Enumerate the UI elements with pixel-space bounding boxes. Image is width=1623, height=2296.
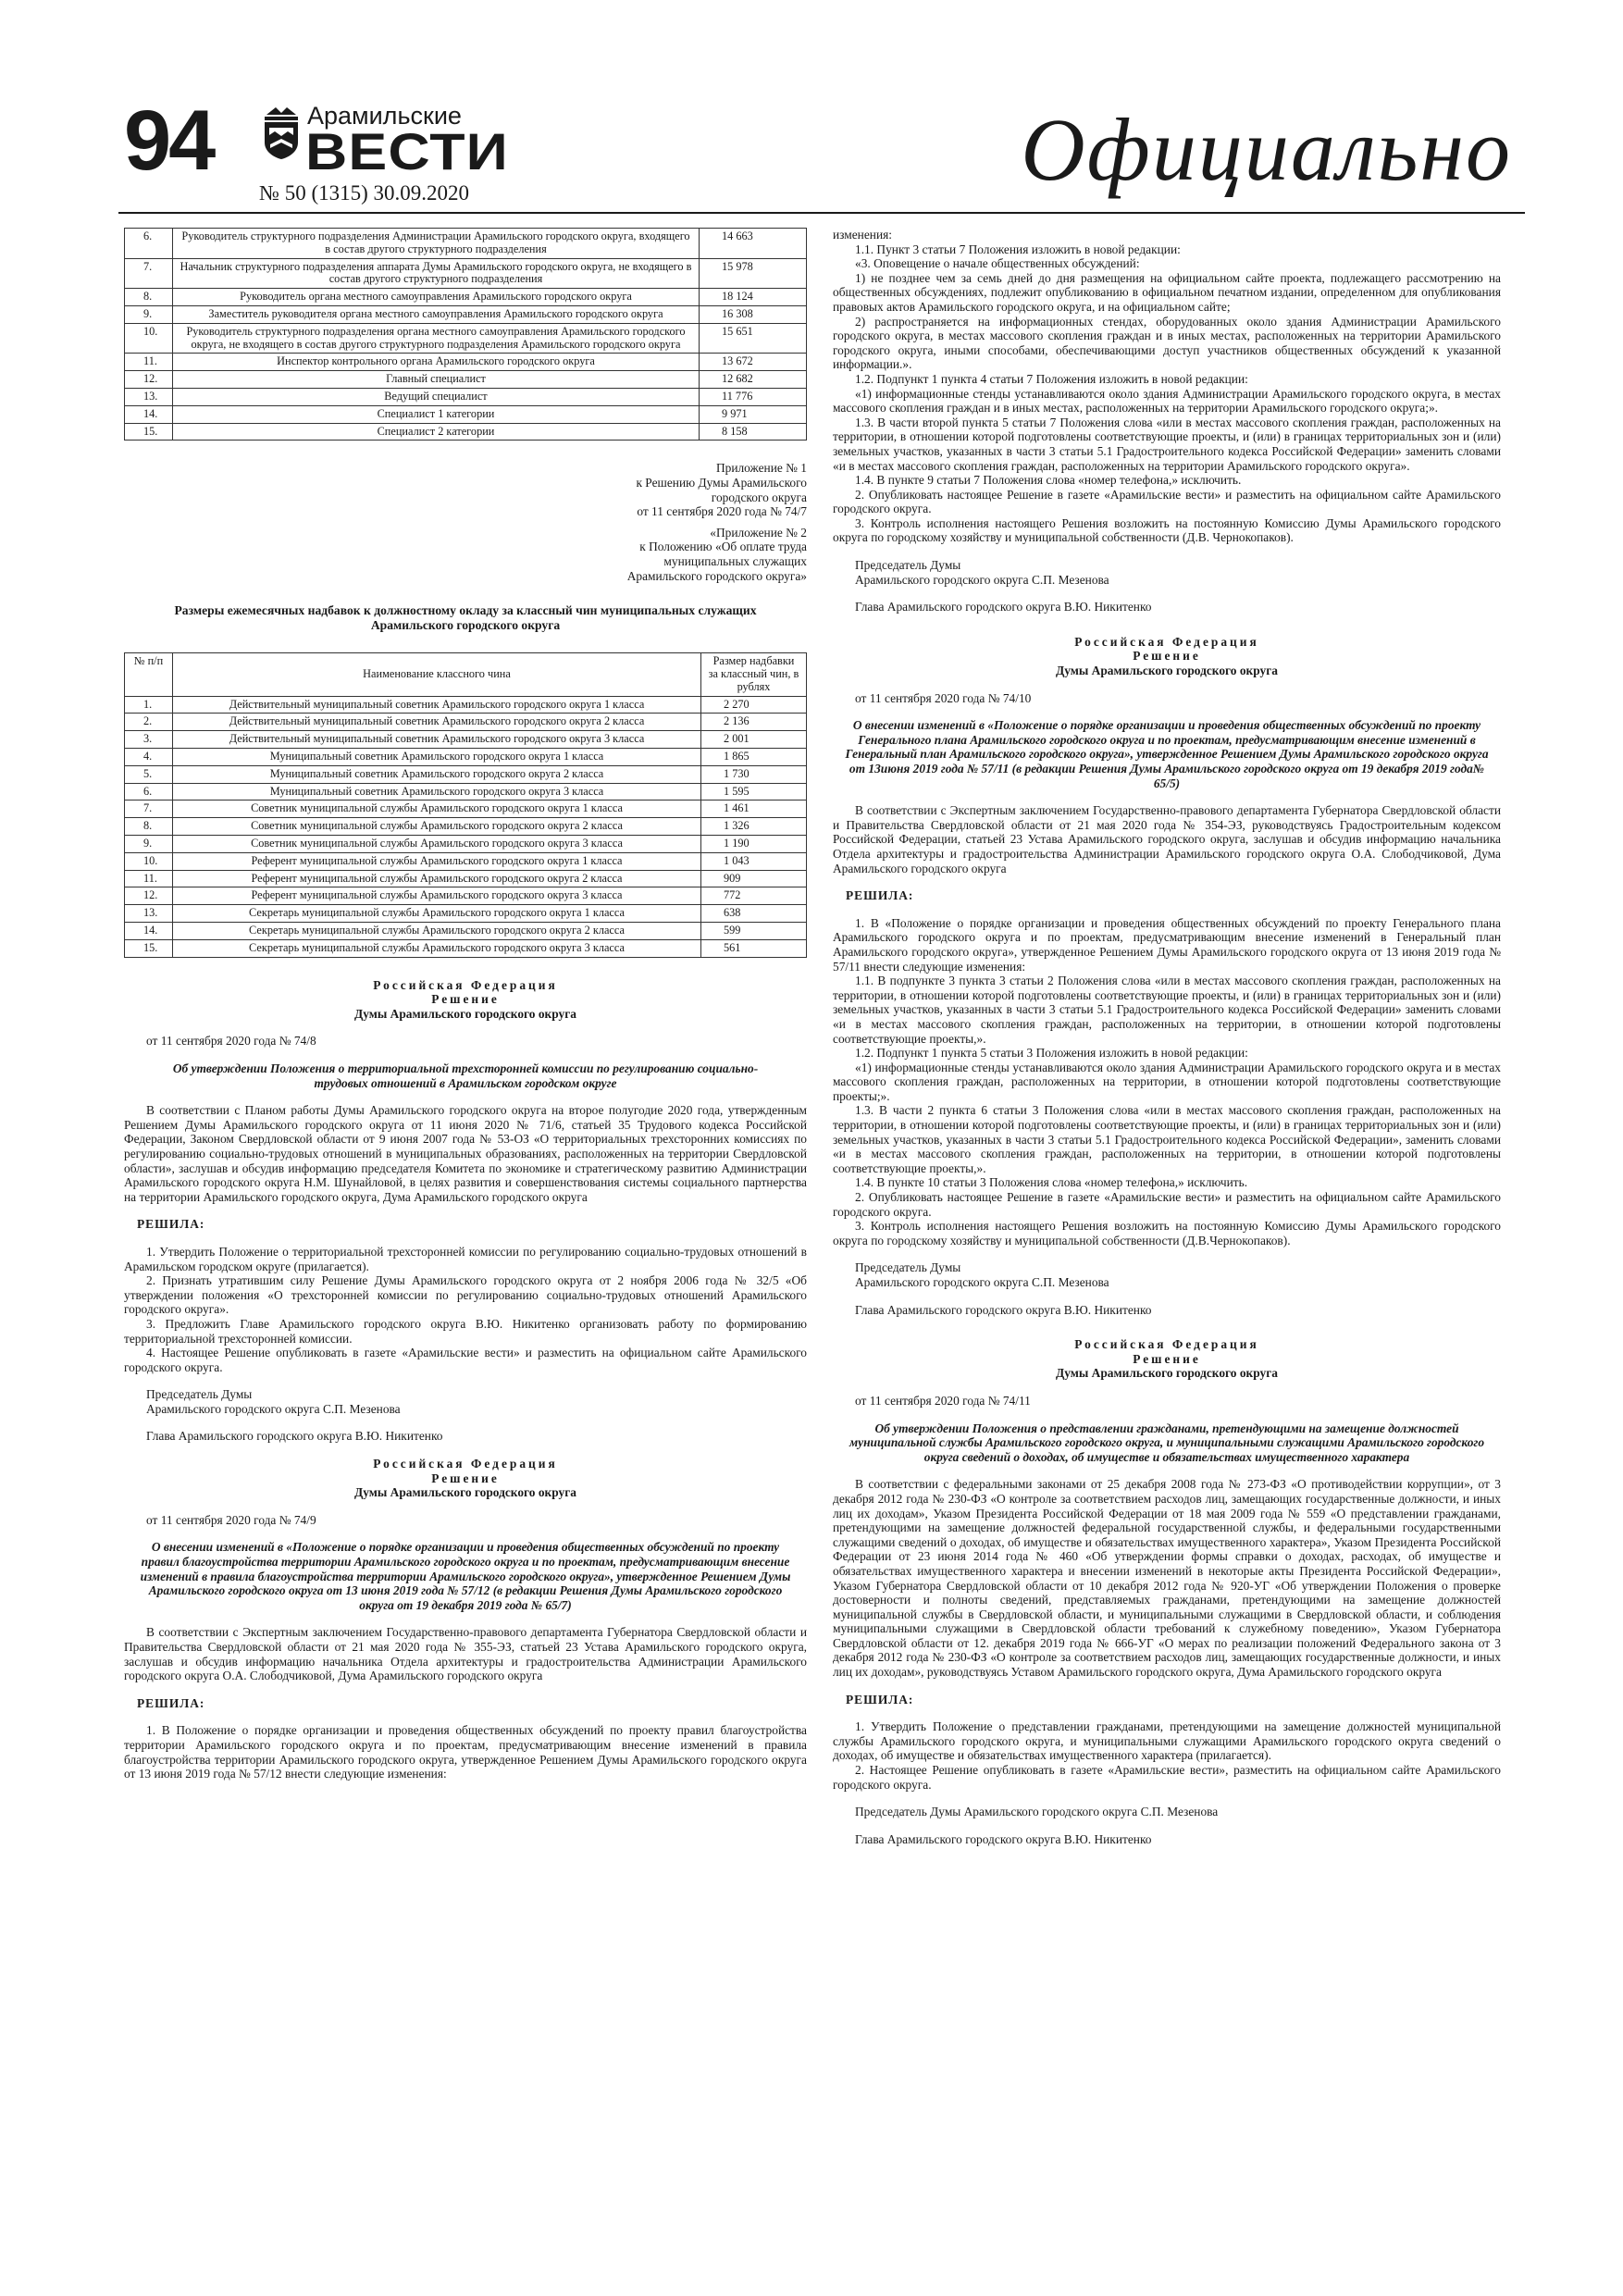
header-rf: Российская Федерация [373, 1457, 558, 1471]
row-name: Советник муниципальной службы Арамильского городского округа 1 класса [173, 800, 701, 818]
row-number: 10. [125, 852, 173, 870]
row-value: 599 [701, 923, 807, 940]
row-number: 6. [125, 783, 173, 800]
table-title: Размеры ежемесячных надбавок к должностному окладу за классный чин муниципальных служащих Арамильского городского округа [174, 603, 757, 632]
table-row [125, 423, 807, 441]
table-header-row [125, 653, 807, 696]
row-number: 13. [125, 388, 173, 405]
decision-paragraph: 2) распространяется на информационных стендах, оборудованных около здания Администрации Арамильского городского округа, в местах массового скопления граждан и в иных местах, расположенных на территории Арамильского городского округа, иными способами, обеспечивающими доступ участников общественных обсуждений к указанной информации.». [833, 314, 1501, 372]
header-duma: Думы Арамильского городского округа [1056, 664, 1278, 678]
row-name: Руководитель структурного подразделения Администрации Арамильского городского округа, входящего в состав другого структурного подразделения [173, 229, 700, 259]
row-value: 15 651 [700, 323, 807, 354]
table-row [125, 323, 807, 354]
header-name: Наименование классного чина [173, 653, 701, 696]
page-number: 94 [124, 93, 214, 188]
row-value: 16 308 [700, 305, 807, 323]
decision-paragraph: 1.3. В части второй пункта 5 статьи 7 Положения слова «или в местах массового скопления граждан, расположенных на территории, в отношении которой подготовлены соответствующие проекты, и (или) в границах территориальных зон и (или) земельных участков, указанных в части 3 статьи 5.1 Градостроительного кодекса Российской Федерации» заменить словами «и в местах массового скопления граждан, расположенных на территории Арамильского городского округа». [833, 415, 1501, 473]
table-row [125, 305, 807, 323]
coat-of-arms-icon [261, 105, 302, 159]
row-name: Советник муниципальной службы Арамильского городского округа 3 класса [173, 836, 701, 853]
header-num: № п/п [125, 653, 173, 696]
row-value: 1 730 [701, 765, 807, 783]
row-value: 1 326 [701, 818, 807, 836]
masthead [124, 93, 1512, 213]
decision-title: О внесении изменений в «Положение о порядке организации и проведения общественных обсуждений по проекту правил благоустройства территории Арамильского городского округа и по проектам, предусматривающим внесение изменений в правила благоустройства территории Арамильского городского округа», утвержденное Решением Думы Арамильского городского округа от 13 июня 2019 года № 57/12 (в редакции Решения Думы Арамильского городского округа от 19 декабря 2019 года № 65/7) [140, 1540, 791, 1612]
row-value: 11 776 [700, 388, 807, 405]
decision-paragraph: 4. Настоящее Решение опубликовать в газете «Арамильские вести» и разместить на официальном сайте Арамильского городского округа. [124, 1346, 807, 1374]
table-row [125, 731, 807, 749]
reshila-heading: РЕШИЛА: [846, 888, 914, 903]
row-value: 15 978 [700, 258, 807, 289]
appendix-line: к Положению «Об оплате труда [639, 540, 807, 554]
logo-title: ВЕСТИ [305, 122, 509, 180]
header-reshenie: Решение [1133, 1351, 1201, 1366]
decision-preamble: В соответствии с Планом работы Думы Арамильского городского округа на второе полугодие 2020 года, утвержденным Решением Думы Арамильского городского округа от 11 июня 2020 № 71/6, статьей 35 Трудового кодекса Российской Федерации, Законом Свердловской области от 9 июня 2007 года № 53-ОЗ «О территориальных трехсторонних комиссиях по регулированию социально-трудовых отношений в муниципальных образованиях, расположенных на территории Свердловской области», заслушав и обсудив информацию председателя Комитета по экономике и стратегическому развитию Администрации Арамильского городского округа Н.М. Шунайловой, в целях развития и совершенствования системы социального партнерства на территории Арамильского городского округа, Дума Арамильского городского округа [124, 1103, 807, 1204]
appendix-line: от 11 сентября 2020 года № 74/7 [637, 504, 807, 519]
signature-head: Глава Арамильского городского округа В.Ю. Никитенко [855, 600, 1152, 614]
row-name: Муниципальный советник Арамильского городского округа 3 класса [173, 783, 701, 800]
appendix-line: «Приложение № 2 [710, 525, 807, 540]
row-value: 1 865 [701, 749, 807, 766]
row-name: Референт муниципальной службы Арамильского городского округа 2 класса [173, 870, 701, 887]
row-name: Заместитель руководителя органа местного самоуправления Арамильского городского округа [173, 305, 700, 323]
decision-paragraph: 1.1. Пункт 3 статьи 7 Положения изложить в новой редакции: [855, 242, 1181, 256]
row-name: Референт муниципальной службы Арамильского городского округа 1 класса [173, 852, 701, 870]
row-number: 13. [125, 905, 173, 923]
decision-title: Об утверждении Положения о территориальной трехсторонней комиссии по регулированию социально-трудовых отношений в Арамильском городском округе [172, 1061, 759, 1090]
row-number: 15. [125, 423, 173, 441]
signature-chair: Председатель Думы [855, 1260, 961, 1275]
decision-preamble: В соответствии с Экспертным заключением Государственно-правового департамента Губернатора Свердловской области и Правительства Свердловской области от 21 мая 2020 года № 355-ЭЗ, статьей 23 Устава Арамильского городского округа, заслушав и обсудив информацию начальника Отдела архитектуры и градостроительства Администрации Арамильского городского округа О.А. Слободчиковой, Дума Арамильского городского округа [124, 1625, 807, 1683]
table-row [125, 818, 807, 836]
signature-head: Глава Арамильского городского округа В.Ю. Никитенко [855, 1302, 1152, 1317]
row-value: 14 663 [700, 229, 807, 259]
row-number: 6. [125, 229, 173, 259]
decision-date: от 11 сентября 2020 года № 74/8 [146, 1034, 316, 1049]
signature-head: Глава Арамильского городского округа В.Ю. Никитенко [146, 1429, 443, 1444]
row-number: 1. [125, 696, 173, 714]
decision-paragraph: 1.3. В части 2 пункта 6 статьи 3 Положения слова «или в местах массового скопления граждан, расположенных на территории, в отношении которой подготовлены соответствующие проекты, и (или) в границах территориальных зон и (или) земельных участков, указанных в части 3 статьи 5.1 Градостроительного кодекса Российской Федерации», заменить словами «и в местах массового скопления граждан, расположенных на территории, в отношении которой подготовлены соответствующие проекты,». [833, 1103, 1501, 1175]
table-row [125, 765, 807, 783]
table-row [125, 905, 807, 923]
row-value: 638 [701, 905, 807, 923]
right-column [833, 228, 1501, 1846]
decision-74-8 [124, 978, 807, 1444]
row-name: Секретарь муниципальной службы Арамильского городского округа 1 класса [173, 905, 701, 923]
row-value: 2 001 [701, 731, 807, 749]
row-value: 13 672 [700, 354, 807, 371]
row-number: 12. [125, 887, 173, 905]
row-value: 1 595 [701, 783, 807, 800]
table-row [125, 939, 807, 957]
table-row [125, 258, 807, 289]
row-number: 4. [125, 749, 173, 766]
row-name: Руководитель органа местного самоуправления Арамильского городского округа [173, 289, 700, 306]
header-reshenie: Решение [431, 1471, 500, 1485]
decision-paragraph: 3. Предложить Главе Арамильского городского округа В.Ю. Никитенко организовать работу по формированию территориальной трехсторонней комиссии. [124, 1316, 807, 1346]
salary-table [124, 228, 807, 441]
signature-chair: Председатель Думы Арамильского городского округа С.П. Мезенова [855, 1805, 1219, 1819]
reshila-heading: РЕШИЛА: [846, 1692, 914, 1706]
row-name: Действительный муниципальный советник Арамильского городского округа 2 класса [173, 714, 701, 731]
decision-title: Об утверждении Положения о представлении гражданами, претендующими на замещение должностей муниципальной службы Арамильского городского округа, и муниципальными служащими Арамильского городского округа сведений о доходах, об имуществе и обязательствах имущественного характера [849, 1421, 1485, 1464]
row-number: 2. [125, 714, 173, 731]
row-name: Начальник структурного подразделения аппарата Думы Арамильского городского округа, не входящего в состав другого структурного подразделения [173, 258, 700, 289]
decision-paragraph: 1. В Положение о порядке организации и проведения общественных обсуждений по проекту правил благоустройства территории Арамильского городского округа и по проектам, предусматривающим внесение изменений в правила благоустройства территории Арамильского городского округа, утвержденное Решением Думы Арамильского городского округа от 13 июня 2019 года № 57/12 внести следующие изменения: [124, 1723, 807, 1781]
header-rf: Российская Федерация [1074, 634, 1259, 649]
class-rank-table [124, 652, 807, 957]
row-value: 2 136 [701, 714, 807, 731]
left-column [124, 228, 807, 1781]
row-name: Действительный муниципальный советник Арамильского городского округа 1 класса [173, 696, 701, 714]
header-reshenie: Решение [1133, 649, 1201, 664]
appendix-line: городского округа [711, 490, 807, 504]
decision-paragraph: 1.2. Подпункт 1 пункта 5 статьи 3 Положения изложить в новой редакции: [855, 1046, 1248, 1061]
row-number: 12. [125, 371, 173, 389]
decision-preamble: В соответствии с Экспертным заключением Государственно-правового департамента Губернатора Свердловской области и Правительства Свердловской области от 21 мая 2020 года № 354-ЭЗ, руководствуясь Градостроительным кодексом Российской Федерации, статьей 23 Устава Арамильского городского округа, заслушав и обсудив информацию начальника Отдела архитектуры и градостроительства Администрации Арамильского городского округа О.А. Слободчиковой, Дума Арамильского городского округа [833, 803, 1501, 875]
row-number: 14. [125, 405, 173, 423]
table-row [125, 749, 807, 766]
decision-paragraph: 3. Контроль исполнения настоящего Решения возложить на постоянную Комиссию Думы Арамильского городского округа по городскому хозяйству и муниципальной собственности (Д.В. Чернокопаков). [833, 515, 1501, 545]
decision-paragraph: 2. Настоящее Решение опубликовать в газете «Арамильские вести», разместить на официальном сайте Арамильского городского округа. [833, 1763, 1501, 1792]
header-value: Размер надбавки за классный чин, в рублях [701, 653, 807, 696]
decision-74-10 [833, 635, 1501, 1317]
row-value: 12 682 [700, 371, 807, 389]
header-duma: Думы Арамильского городского округа [354, 1006, 576, 1021]
decision-preamble: В соответствии с федеральными законами от 25 декабря 2008 года № 273-ФЗ «О противодействии коррупции», от 3 декабря 2012 года № 230-ФЗ «О контроле за соответствием расходов лиц, замещающих государственные должности, и иных лиц их доходам», Указом Президента Российской Федерации от 18 мая 2009 года № 559 «О представлении гражданами, претендующими на замещение должностей федеральной государственной службы, и федеральными государственными служащими сведений о доходах, об имуществе и обязательствах имущественного характера», Указом Президента Российской Федерации от 23 июня 2014 года № 460 «Об утверждении формы справки о доходах, расходах, об имуществе и обязательствах имущественного характера и внесении изменений в некоторые акты Президента Российской Федерации», Указом Губернатора Свердловской области от 10 декабря 2012 года № 920-УГ «Об утверждении Положения о проверке достоверности и полноты сведений, представляемых гражданами, претендующими на замещение должностей муниципальной службы в Свердловской области, и муниципальными служащими в Свердловской области, и соблюдения муниципальными служащими в Свердловской области требований к служебному поведению», Указом Губернатора Свердловской области от 12. декабря 2019 года № 666-УГ «О мерах по реализации положений Федерального закона от 3 декабря 2012 года № 230-ФЗ «О контроле за соответствием расходов лиц, замещающих государственные должности, и иных лиц их доходам», руководствуясь Уставом Арамильского городского округа, Дума Арамильского городского округа [833, 1477, 1501, 1680]
decision-paragraph: 1) не позднее чем за семь дней до дня размещения на официальном сайте проекта, подлежащего рассмотрению на общественных обсуждениях, подлежит опубликованию в официальном печатном издании, определенном для опубликования правовых актов Арамильского городского округа, и на официальном сайте; [833, 270, 1501, 314]
decision-paragraph: 1. Утвердить Положение о территориальной трехсторонней комиссии по регулированию социально-трудовых отношений в Арамильском городском округе (прилагается). [124, 1244, 807, 1273]
row-number: 5. [125, 765, 173, 783]
row-number: 11. [125, 354, 173, 371]
logo-subtitle: Арамильские [307, 102, 462, 130]
row-number: 7. [125, 258, 173, 289]
row-name: Руководитель структурного подразделения органа местного самоуправления Арамильского городского округа, не входящего в состав другого структурного подразделения Арамильского городского округа [173, 323, 700, 354]
table-row [125, 696, 807, 714]
section-title: Официально [1021, 100, 1512, 199]
appendix-line: к Решению Думы Арамильского [636, 475, 807, 490]
row-name: Референт муниципальной службы Арамильского городского округа 3 класса [173, 887, 701, 905]
table-row [125, 388, 807, 405]
issue-number: № 50 (1315) 30.09.2020 [259, 181, 470, 205]
row-name: Секретарь муниципальной службы Арамильского городского округа 3 класса [173, 939, 701, 957]
table-row [125, 800, 807, 818]
decision-74-11 [833, 1337, 1501, 1846]
masthead-rule [118, 212, 1525, 214]
table-row [125, 714, 807, 731]
decision-paragraph: 2. Признать утратившим силу Решение Думы Арамильского городского округа от 2 ноября 2006 года № 32/5 «Об утверждении положения «О трехсторонней комиссии по регулированию социально-трудовых отношений Арамильского городского округа». [124, 1273, 807, 1317]
table-row [125, 923, 807, 940]
signature-chair: Председатель Думы [855, 558, 961, 573]
row-number: 15. [125, 939, 173, 957]
reshila-heading: РЕШИЛА: [137, 1217, 205, 1232]
decision-title: О внесении изменений в «Положение о порядке организации и проведения общественных обсуждений по проекту Генерального плана Арамильского городского округа и по проектам, предусматривающим внесение изменений в Генеральный план Арамильского городского округа», утвержденное Решением Думы Арамильского городского округа от 13июня 2019 года № 57/11 (в редакции Решения Думы Арамильского городского округа от 19 декабря 2019 года№ 65/5) [845, 718, 1489, 790]
row-value: 8 158 [700, 423, 807, 441]
decision-paragraph: 2. Опубликовать настоящее Решение в газете «Арамильские вести» и разместить на официальном сайте Арамильского городского округа. [833, 1190, 1501, 1219]
table-row [125, 887, 807, 905]
row-name: Секретарь муниципальной службы Арамильского городского округа 2 класса [173, 923, 701, 940]
decision-date: от 11 сентября 2020 года № 74/9 [146, 1512, 316, 1527]
row-name: Главный специалист [173, 371, 700, 389]
table-row [125, 870, 807, 887]
row-number: 9. [125, 836, 173, 853]
header-duma: Думы Арамильского городского округа [1056, 1366, 1278, 1381]
decision-paragraph: 1.2. Подпункт 1 пункта 4 статьи 7 Положения изложить в новой редакции: [855, 371, 1248, 386]
decision-paragraph: 1.4. В пункте 9 статьи 7 Положения слова «номер телефона,» исключить. [855, 473, 1242, 488]
row-name: Муниципальный советник Арамильского городского округа 1 класса [173, 749, 701, 766]
table-row [125, 354, 807, 371]
row-number: 8. [125, 289, 173, 306]
table-row [125, 289, 807, 306]
decision-paragraph: 1.4. В пункте 10 статьи 3 Положения слова «номер телефона,» исключить. [855, 1175, 1248, 1190]
row-number: 9. [125, 305, 173, 323]
row-value: 2 270 [701, 696, 807, 714]
header-rf: Российская Федерация [1074, 1337, 1259, 1352]
appendix-line: муниципальных служащих [663, 553, 807, 568]
table-row [125, 783, 807, 800]
row-value: 772 [701, 887, 807, 905]
decision-paragraph: 2. Опубликовать настоящее Решение в газете «Арамильские вести» и разместить на официальном сайте Арамильского городского округа. [833, 487, 1501, 516]
row-value: 909 [701, 870, 807, 887]
table-row [125, 836, 807, 853]
decision-paragraph: «3. Оповещение о начале общественных обсуждений: [855, 256, 1140, 271]
row-number: 14. [125, 923, 173, 940]
decision-date: от 11 сентября 2020 года № 74/10 [855, 690, 1032, 705]
row-name: Специалист 2 категории [173, 423, 700, 441]
row-number: 11. [125, 870, 173, 887]
table-row [125, 371, 807, 389]
decision-74-9 [124, 1457, 807, 1781]
signature-chair: Председатель Думы [146, 1387, 253, 1402]
row-value: 9 971 [700, 405, 807, 423]
table-row [125, 405, 807, 423]
decision-paragraph: 1.1. В подпункте 3 пункта 3 статьи 2 Положения слова «или в местах массового скопления граждан, расположенных на территории, в отношении которой подготовлены соответствующие проекты, и (или) в границах территориальных зон и (или) земельных участков, указанных в части 3 статьи 5.1 Градостроительного кодекса Российской Федерации» заменить словами «и в местах массового скопления граждан, расположенных на территории, в отношении которой подготовлены соответствующие проекты,». [833, 974, 1501, 1046]
signature-head: Глава Арамильского городского округа В.Ю. Никитенко [855, 1831, 1152, 1846]
row-name: Действительный муниципальный советник Арамильского городского округа 3 класса [173, 731, 701, 749]
decision-date: от 11 сентября 2020 года № 74/11 [855, 1393, 1031, 1408]
row-value: 561 [701, 939, 807, 957]
row-name: Муниципальный советник Арамильского городского округа 2 класса [173, 765, 701, 783]
row-number: 8. [125, 818, 173, 836]
signature-chair: Арамильского городского округа С.П. Мезенова [855, 572, 1109, 587]
row-number: 3. [125, 731, 173, 749]
reshila-heading: РЕШИЛА: [137, 1695, 205, 1710]
row-value: 1 190 [701, 836, 807, 853]
appendix-line: Арамильского городского округа» [626, 568, 807, 583]
decision-paragraph: «1) информационные стенды устанавливаются около здания Администрации Арамильского городского округа, в местах массового скопления граждан и в иных местах, расположенных на территории Арамильского городского округа;». [833, 386, 1501, 416]
header-rf: Российская Федерация [373, 977, 558, 992]
continued-text: изменения: [833, 228, 893, 242]
decision-paragraph: 1. В «Положение о порядке организации и проведения общественных обсуждений по проекту Генерального плана Арамильского городского округа и по проектам, предусматривающим внесение изменений в Генеральный план Арамильского городского округа», утвержденное Решением Думы Арамильского городского округа от 13 июня 2019 года № 57/11 внести следующие изменения: [833, 915, 1501, 974]
row-number: 10. [125, 323, 173, 354]
table-row [125, 852, 807, 870]
header-reshenie: Решение [431, 992, 500, 1007]
signature-chair: Арамильского городского округа С.П. Мезенова [855, 1275, 1109, 1289]
appendix-block [124, 461, 807, 583]
signature-chair: Арамильского городского округа С.П. Мезенова [146, 1401, 401, 1416]
row-value: 18 124 [700, 289, 807, 306]
decision-paragraph: «1) информационные стенды устанавливаются около здания Администрации Арамильского городского округа и в местах массового скопления граждан, расположенных на территории, в отношении которой подготовлены соответствующие проекты;». [833, 1060, 1501, 1103]
decision-paragraph: 3. Контроль исполнения настоящего Решения возложить на постоянную Комиссию Думы Арамильского городского округа по городскому хозяйству и муниципальной собственности (Д.В.Чернокопаков). [833, 1219, 1501, 1247]
row-value: 1 461 [701, 800, 807, 818]
row-value: 1 043 [701, 852, 807, 870]
decision-paragraph: 1. Утвердить Положение о представлении гражданами, претендующими на замещение должностей муниципальной службы Арамильского городского округа, и муниципальными служащими Арамильского городского округа сведений о доходах, об имуществе и обязательствах имущественного характера (прилагается). [833, 1719, 1501, 1763]
header-duma: Думы Арамильского городского округа [354, 1485, 576, 1500]
appendix-line: Приложение № 1 [715, 461, 807, 476]
row-name: Специалист 1 категории [173, 405, 700, 423]
row-name: Ведущий специалист [173, 388, 700, 405]
row-name: Советник муниципальной службы Арамильского городского округа 2 класса [173, 818, 701, 836]
table-row [125, 229, 807, 259]
row-number: 7. [125, 800, 173, 818]
row-name: Инспектор контрольного органа Арамильского городского округа [173, 354, 700, 371]
